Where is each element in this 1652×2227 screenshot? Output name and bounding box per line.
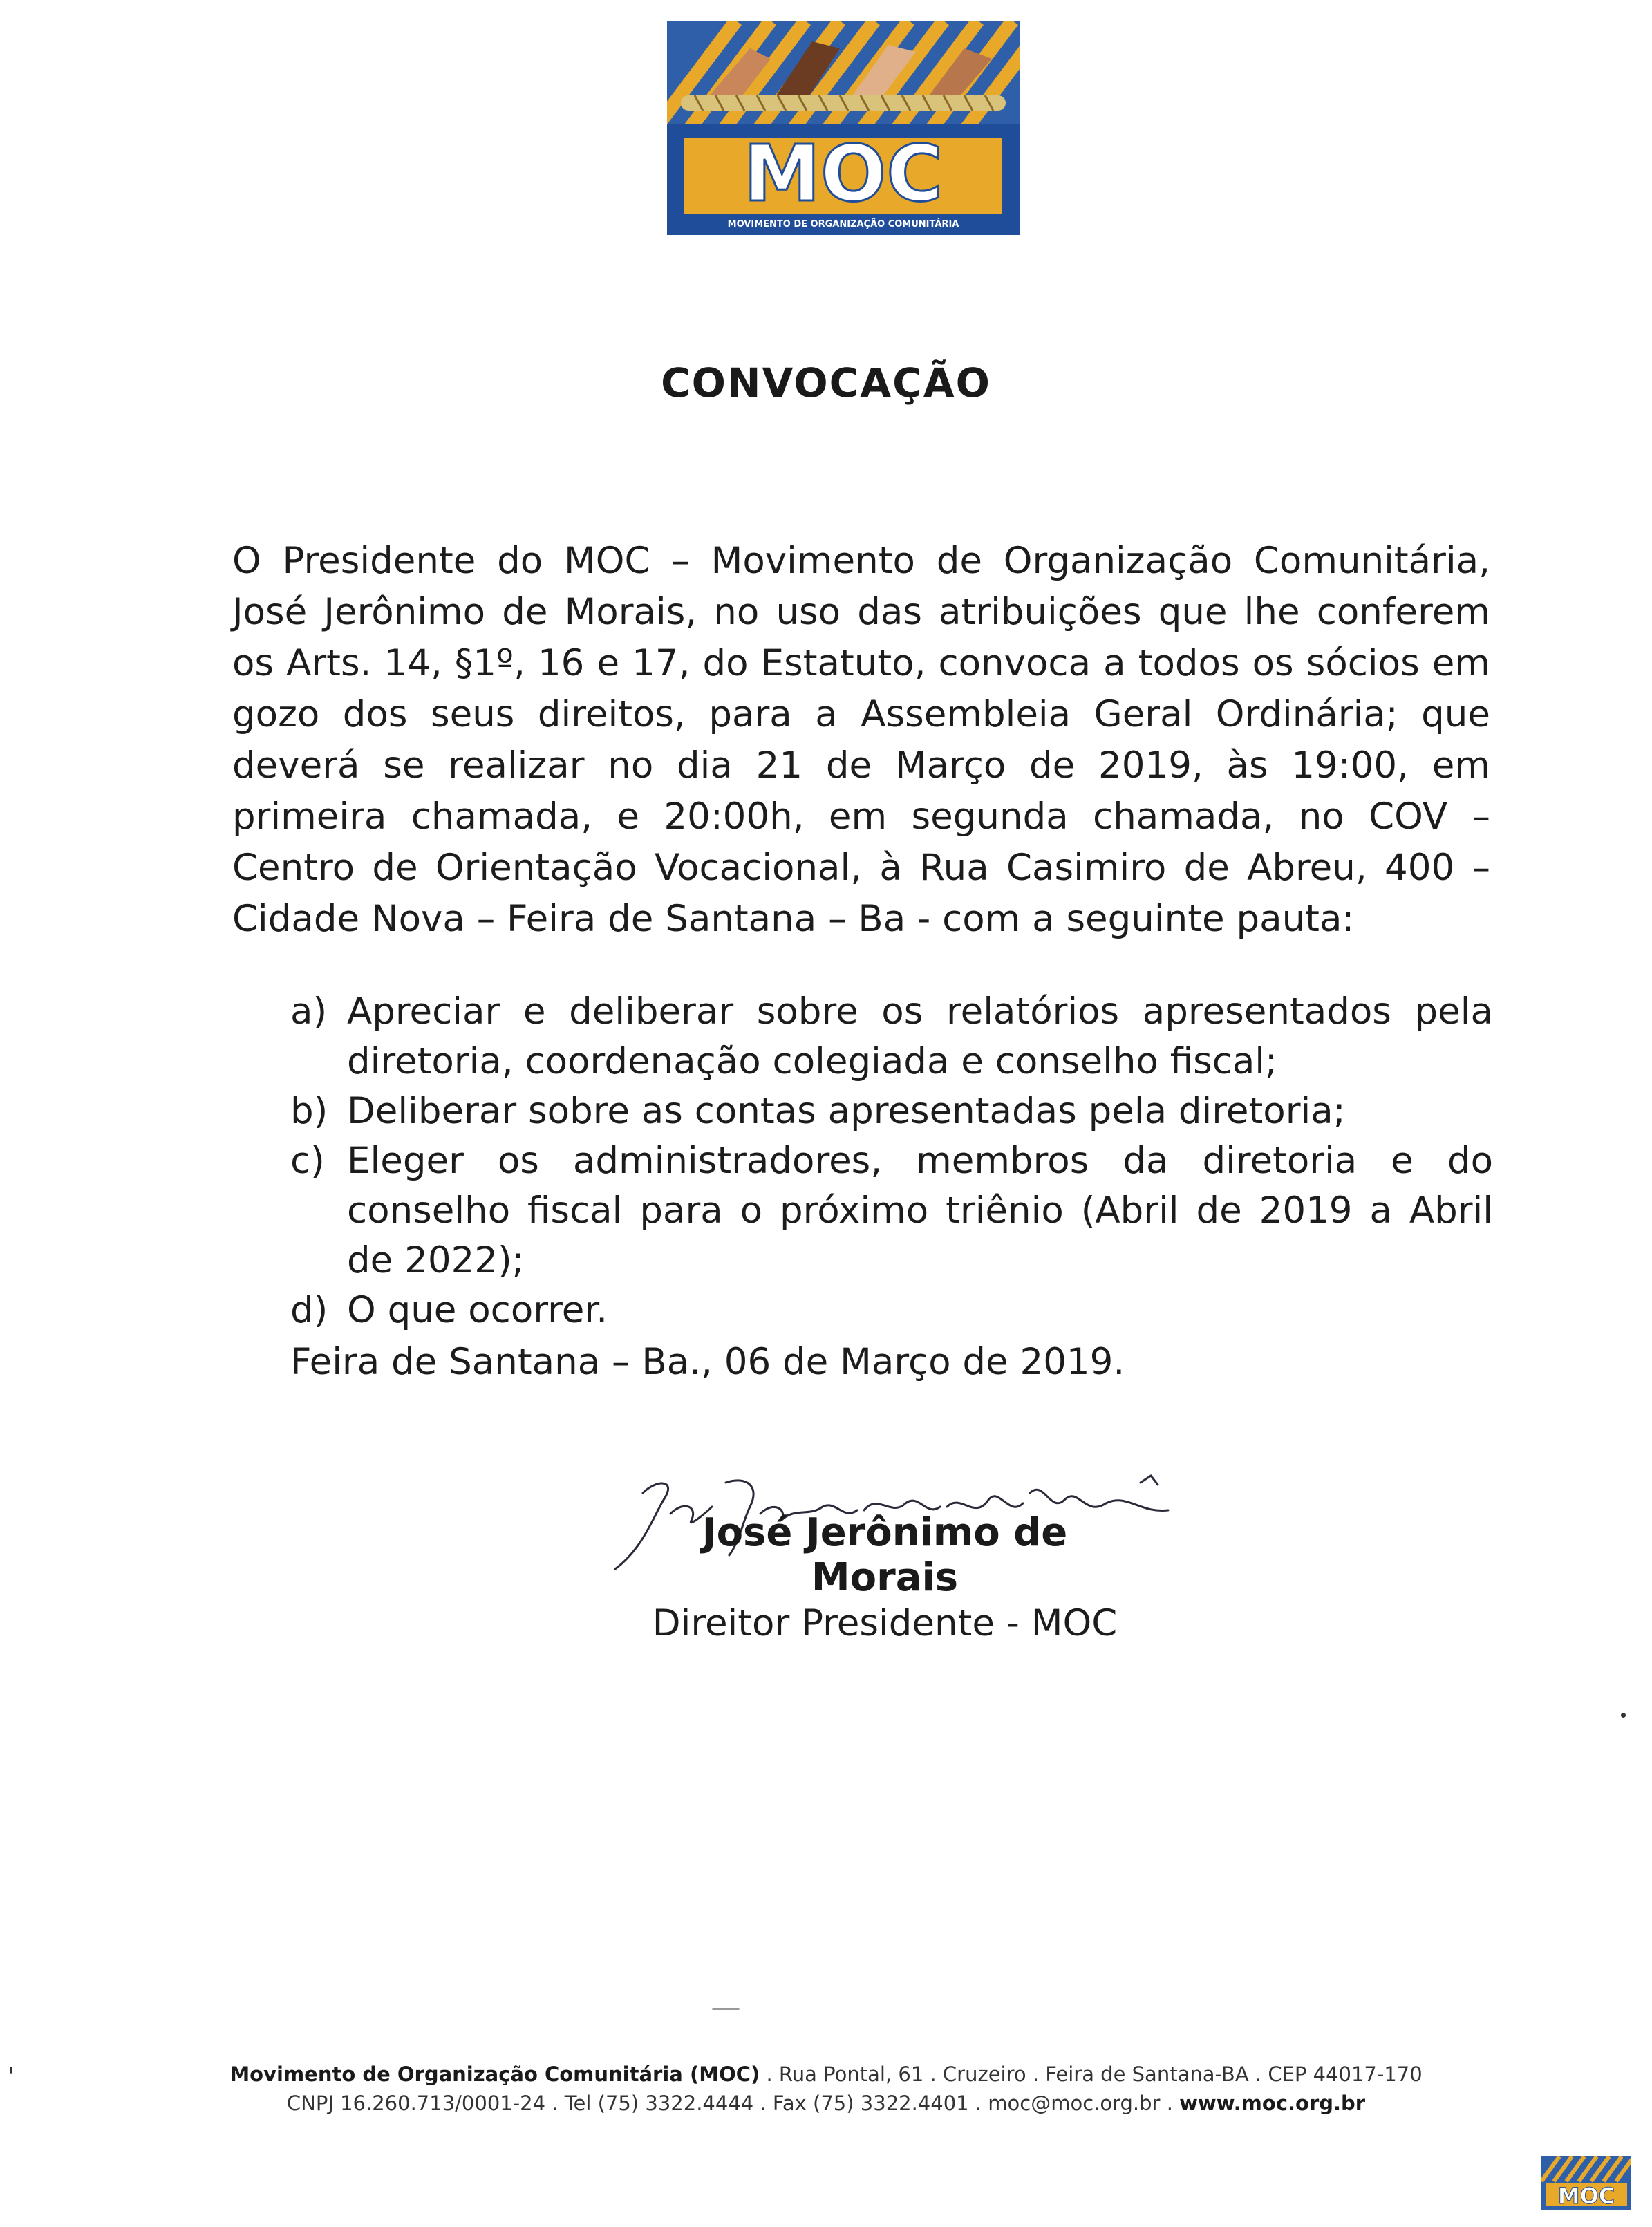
- footer-org: Movimento de Organização Comunitária (MOC): [229, 2062, 760, 2086]
- scan-speck: [10, 2067, 12, 2074]
- agenda-item-text: O que ocorrer.: [347, 1289, 608, 1331]
- scan-speck: [1621, 1713, 1626, 1718]
- signer-name: José Jerônimo de Morais: [702, 1510, 1068, 1600]
- footer-address: . Rua Pontal, 61 . Cruzeiro . Feira de Santana-BA . CEP 44017-170: [766, 2062, 1423, 2086]
- agenda-item-marker: b): [290, 1090, 328, 1132]
- agenda-list: [290, 987, 1493, 1335]
- signer-role: Direitor Presidente - MOC: [652, 1602, 1118, 1644]
- agenda-item-marker: a): [290, 990, 328, 1033]
- footer-cnpj: CNPJ 16.260.713/0001-24 . Tel (75) 3322.4444 . Fax (75) 3322.4401 . moc@moc.org.br .: [286, 2092, 1173, 2115]
- agenda-item-text: Eleger os administradores, membros da diretoria e do conselho fiscal para o próximo triênio (Abril de 2019 a Abril de 2022);: [347, 1140, 1493, 1281]
- document-title: CONVOCAÇÃO: [661, 359, 991, 406]
- agenda-item-marker: c): [290, 1140, 325, 1182]
- convocation-paragraph: O Presidente do MOC – Movimento de Organização Comunitária, José Jerônimo de Morais, no uso das atribuições que lhe conferem os Arts. 14, §1º, 16 e 17, do Estatuto, convoca a todos os sócios em gozo dos seus direitos, para a Assembleia Geral Ordinária; que deverá se realizar no dia 21 de Março de 2019, às 19:00, em primeira chamada, e 20:00h, em segunda chamada, no COV – Centro de Orientação Vocacional, à Rua Casimiro de Abreu, 400 – Cidade Nova – Feira de Santana – Ba - com a seguinte pauta:: [232, 540, 1490, 940]
- agenda-item-text: Deliberar sobre as contas apresentadas pela diretoria;: [347, 1090, 1346, 1132]
- footer-address-line: [0, 2060, 1652, 2089]
- footer-website[interactable]: www.moc.org.br: [1179, 2092, 1366, 2115]
- svg-text:MOC: MOC: [1557, 2183, 1615, 2209]
- svg-text:MOC: MOC: [743, 129, 944, 219]
- agenda-item: [290, 1136, 1493, 1286]
- footer: [0, 2060, 1652, 2118]
- scan-speck: [712, 2008, 740, 2010]
- moc-logo: [667, 21, 1020, 235]
- svg-text:MOVIMENTO DE ORGANIZAÇÃO COMUN: MOVIMENTO DE ORGANIZAÇÃO COMUNITÁRIA: [727, 219, 959, 229]
- moc-mini-logo: [1541, 2156, 1631, 2210]
- agenda-item: [290, 987, 1493, 1087]
- agenda-item: [290, 1087, 1493, 1136]
- date-line: Feira de Santana – Ba., 06 de Março de 2019.: [290, 1341, 1125, 1383]
- footer-contact-line: [0, 2089, 1652, 2118]
- agenda-item-marker: d): [290, 1289, 328, 1331]
- agenda-item-text: Apreciar e deliberar sobre os relatórios apresentados pela diretoria, coordenação colegiada e conselho fiscal;: [347, 990, 1493, 1082]
- agenda-item: [290, 1286, 1493, 1335]
